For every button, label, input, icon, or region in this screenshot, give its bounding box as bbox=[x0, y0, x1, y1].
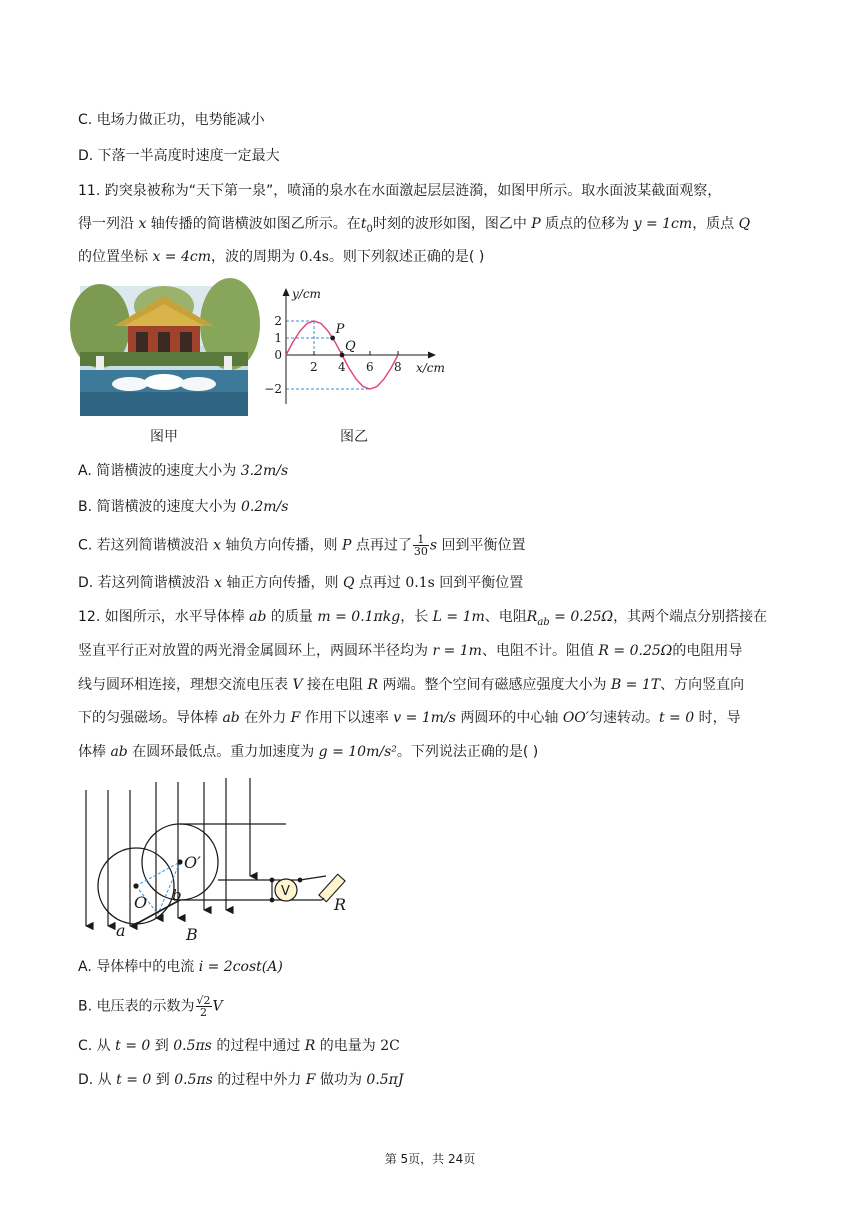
label-B: B bbox=[186, 925, 198, 944]
q12-option-a: A. 导体棒中的电流 i = 2cost(A) bbox=[78, 959, 283, 975]
x-tick-label: 4 bbox=[338, 360, 346, 374]
magnetic-rings-diagram bbox=[76, 776, 366, 946]
x-tick-label: 8 bbox=[394, 360, 402, 374]
q10-option-c: C. 电场力做正功，电势能减小 bbox=[78, 112, 265, 128]
label-O: O bbox=[134, 893, 148, 912]
q12-stem-line2: 竖直平行正对放置的两光滑金属圆环上，两圆环半径均为 r = 1m、电阻不计。阻值 R = 0.25Ω的电阻用导 bbox=[78, 643, 743, 659]
q12-option-d: D. 从 t = 0 到 0.5πs 的过程中外力 F 做功为 0.5πJ bbox=[78, 1072, 404, 1088]
page-footer: 第 5页，共 24页 bbox=[384, 1152, 476, 1166]
q10-option-d: D. 下落一半高度时速度一定最大 bbox=[78, 148, 280, 164]
q12-stem-line5: 体棒 ab 在圆环最低点。重力加速度为 g = 10m/s²。下列说法正确的是( ) bbox=[78, 744, 539, 760]
q12-stem-line1: 12. 如图所示，水平导体棒 ab 的质量 m = 0.1πkg，长 L = 1m、电阻$R_{ab} = 0.25\Omega$，其两个端点分别搭接在 bbox=[78, 609, 768, 628]
x-tick-label: 6 bbox=[366, 360, 374, 374]
y-tick-label: 1 bbox=[274, 331, 282, 345]
x-axis-label: x/cm bbox=[416, 361, 445, 375]
q12-stem-line3: 线与圆环相连接，理想交流电压表 V 接在电阻 R 两端。整个空间有磁感应强度大小为 B = 1T、方向竖直向 bbox=[78, 677, 745, 693]
point-P bbox=[330, 336, 335, 341]
x-axis-arrow-icon bbox=[428, 352, 436, 359]
q11-option-c: C. 若这列简谐横波沿 x 轴负方向传播，则 P 点再过了 $\frac{1}{30}$ s 回到平衡位置 bbox=[78, 533, 526, 558]
label-b: b bbox=[172, 886, 182, 904]
y-tick-label: −2 bbox=[264, 382, 282, 396]
q11-stem-line3: 的位置坐标 x = 4cm，波的周期为 0.4s。则下列叙述正确的是( ) bbox=[78, 249, 485, 265]
point-Q bbox=[340, 353, 345, 358]
y-axis-arrow-icon bbox=[283, 288, 290, 296]
y-axis-label: y/cm bbox=[292, 287, 321, 301]
q11-option-d: D. 若这列简谐横波沿 x 轴正方向传播，则 Q 点再过 0.1s 回到平衡位置 bbox=[78, 575, 524, 591]
spring-pavilion-photo bbox=[80, 286, 248, 416]
label-a: a bbox=[116, 921, 126, 940]
figure-b-caption: 图乙 bbox=[340, 429, 368, 445]
q11-option-a: A. 简谐横波的速度大小为 3.2m/s bbox=[78, 463, 289, 479]
y-tick-label: 0 bbox=[274, 348, 282, 362]
magnetic-field-lines bbox=[86, 778, 250, 926]
q11-stem-line2: 得一列沿 x 轴传播的简谐横波如图乙所示。在$t_0$时刻的波形如图，图乙中 P 质点的位移为 y = 1cm，质点 Q bbox=[78, 216, 751, 235]
x-tick-label: 2 bbox=[310, 360, 318, 374]
q12-option-b: B. 电压表的示数为 $\frac{√2}{2}$ V bbox=[78, 994, 223, 1019]
y-tick-label: 2 bbox=[274, 314, 282, 328]
figure-a-caption: 图甲 bbox=[150, 429, 178, 445]
point-label-Q: Q bbox=[345, 339, 356, 354]
q11-stem-line1: 11. 趵突泉被称为“天下第一泉”，喷涌的泉水在水面激起层层涟漪，如图甲所示。取水面波某截面观察， bbox=[78, 183, 722, 199]
wave-chart bbox=[264, 284, 450, 414]
label-O-prime: O′ bbox=[184, 853, 201, 872]
q12-option-c: C. 从 t = 0 到 0.5πs 的过程中通过 R 的电量为 2C bbox=[78, 1038, 400, 1054]
point-label-P: P bbox=[335, 322, 345, 337]
q11-option-b: B. 简谐横波的速度大小为 0.2m/s bbox=[78, 499, 289, 515]
label-V: V bbox=[281, 884, 290, 899]
q12-stem-line4: 下的匀强磁场。导体棒 ab 在外力 F 作用下以速率 v = 1m/s 两圆环的中心轴 OO′匀速转动。t = 0 时，导 bbox=[78, 710, 741, 726]
label-R: R bbox=[334, 895, 347, 914]
